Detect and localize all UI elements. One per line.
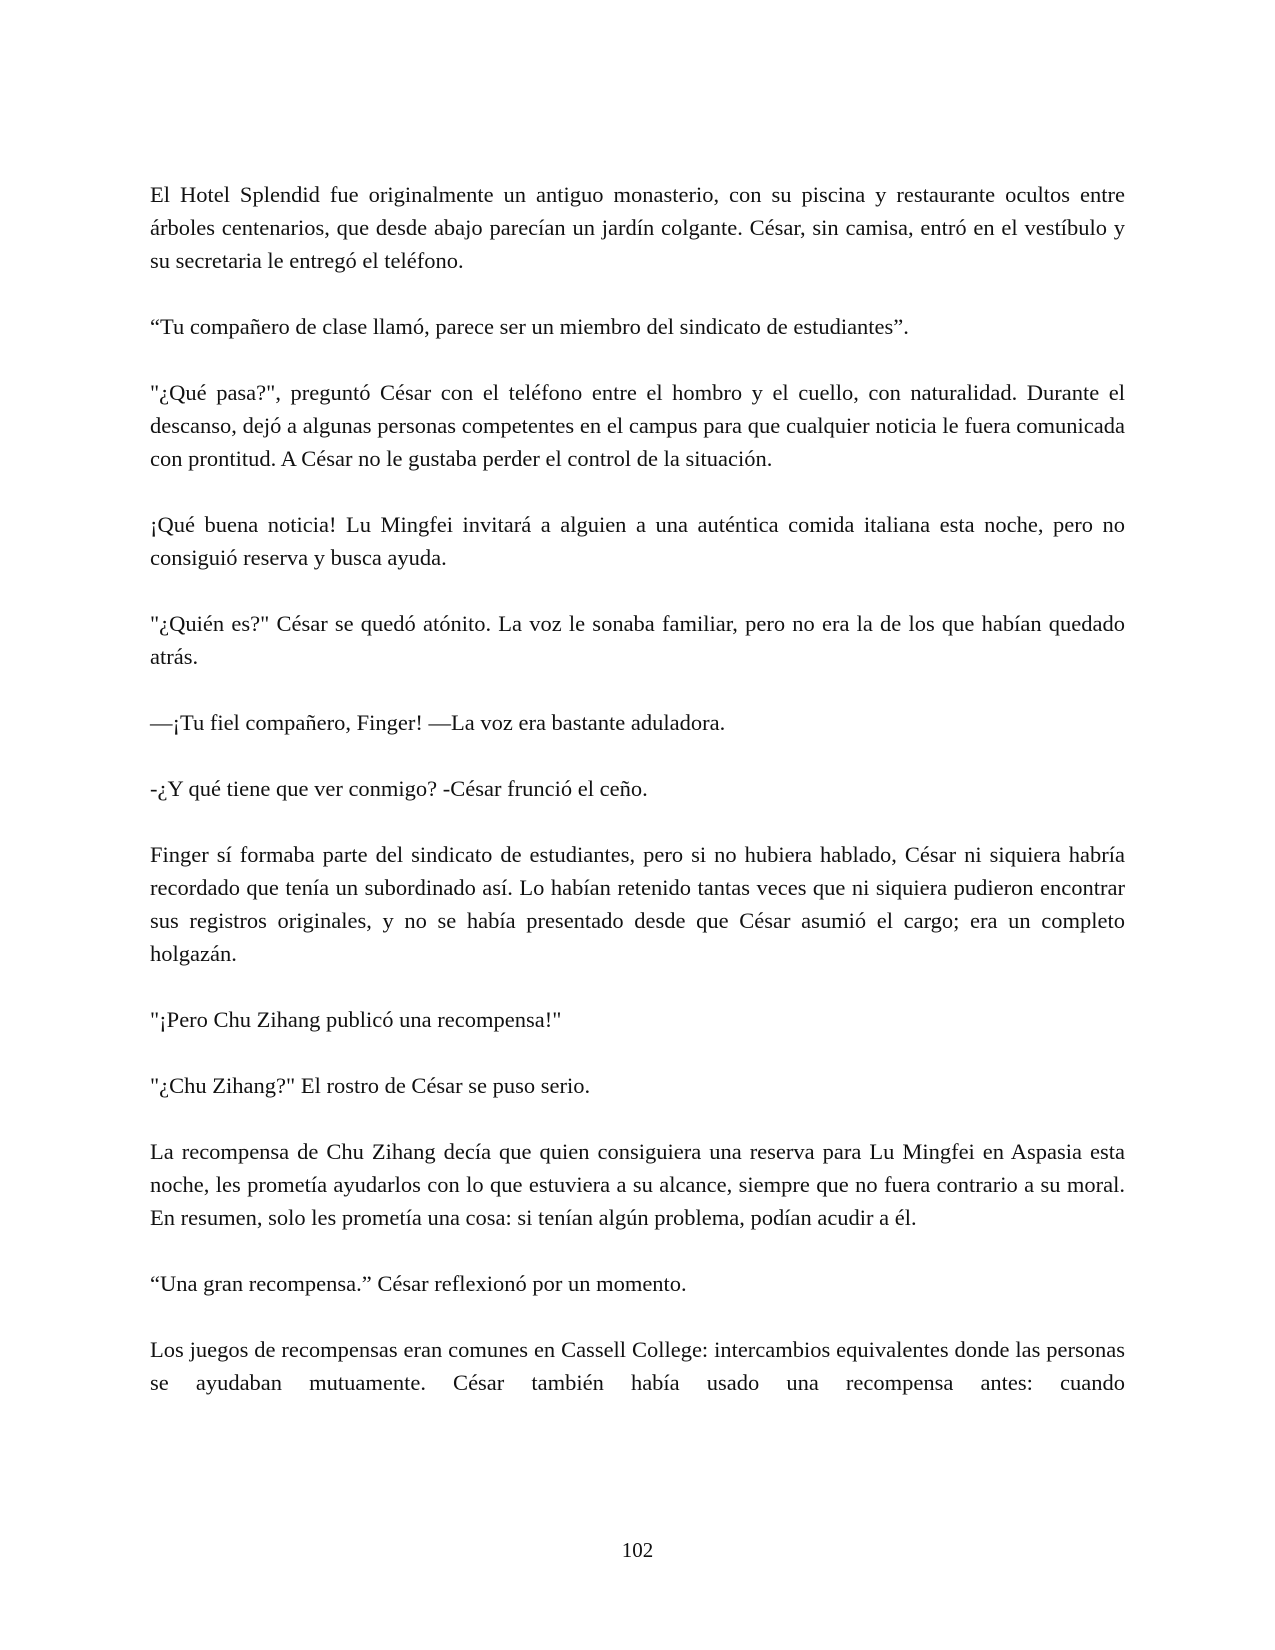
paragraph-5: "¿Quién es?" César se quedó atónito. La voz le sonaba familiar, pero no era la de los que habían quedado atrás. [150,611,1125,669]
page-body [150,178,1125,1399]
paragraph-9: "¡Pero Chu Zihang publicó una recompensa!" [150,1007,562,1032]
paragraph-12: “Una gran recompensa.” César reflexionó por un momento. [150,1271,687,1296]
paragraph-11: La recompensa de Chu Zihang decía que quien consiguiera una reserva para Lu Mingfei en Aspasia esta noche, les prometía ayudarlos con lo que estuviera a su alcance, siempre que no fuera contrario a su moral. En resumen, solo les prometía una cosa: si tenían algún problema, podían acudir a él. [150,1139,1125,1230]
paragraph-10: "¿Chu Zihang?" El rostro de César se puso serio. [150,1073,591,1098]
paragraph-1: El Hotel Splendid fue originalmente un antiguo monasterio, con su piscina y restaurante ocultos entre árboles centenarios, que desde abajo parecían un jardín colgante. César, sin camisa, entró en el vestíbulo y su secretaria le entregó el teléfono. [150,182,1125,273]
paragraph-8: Finger sí formaba parte del sindicato de estudiantes, pero si no hubiera hablado, César ni siquiera habría recordado que tenía un subordinado así. Lo habían retenido tantas veces que ni siquiera pudieron encontrar sus registros originales, y no se había presentado desde que César asumió el cargo; era un completo holgazán. [150,842,1125,966]
page-number: 102 [621,1538,654,1562]
paragraph-7: -¿Y qué tiene que ver conmigo? -César frunció el ceño. [150,776,648,801]
paragraph-3: "¿Qué pasa?", preguntó César con el teléfono entre el hombro y el cuello, con naturalidad. Durante el descanso, dejó a algunas personas competentes en el campus para que cualquier noticia le fuera comunicada con prontitud. A César no le gustaba perder el control de la situación. [150,380,1125,471]
paragraph-2: “Tu compañero de clase llamó, parece ser un miembro del sindicato de estudiantes”. [150,314,909,339]
paragraph-6: —¡Tu fiel compañero, Finger! —La voz era bastante aduladora. [150,710,726,735]
paragraph-4: ¡Qué buena noticia! Lu Mingfei invitará a alguien a una auténtica comida italiana esta noche, pero no consiguió reserva y busca ayuda. [150,512,1125,570]
paragraph-13: Los juegos de recompensas eran comunes en Cassell College: intercambios equivalentes donde las personas se ayudaban mutuamente. César también había usado una recompensa antes: cuando [150,1337,1125,1395]
